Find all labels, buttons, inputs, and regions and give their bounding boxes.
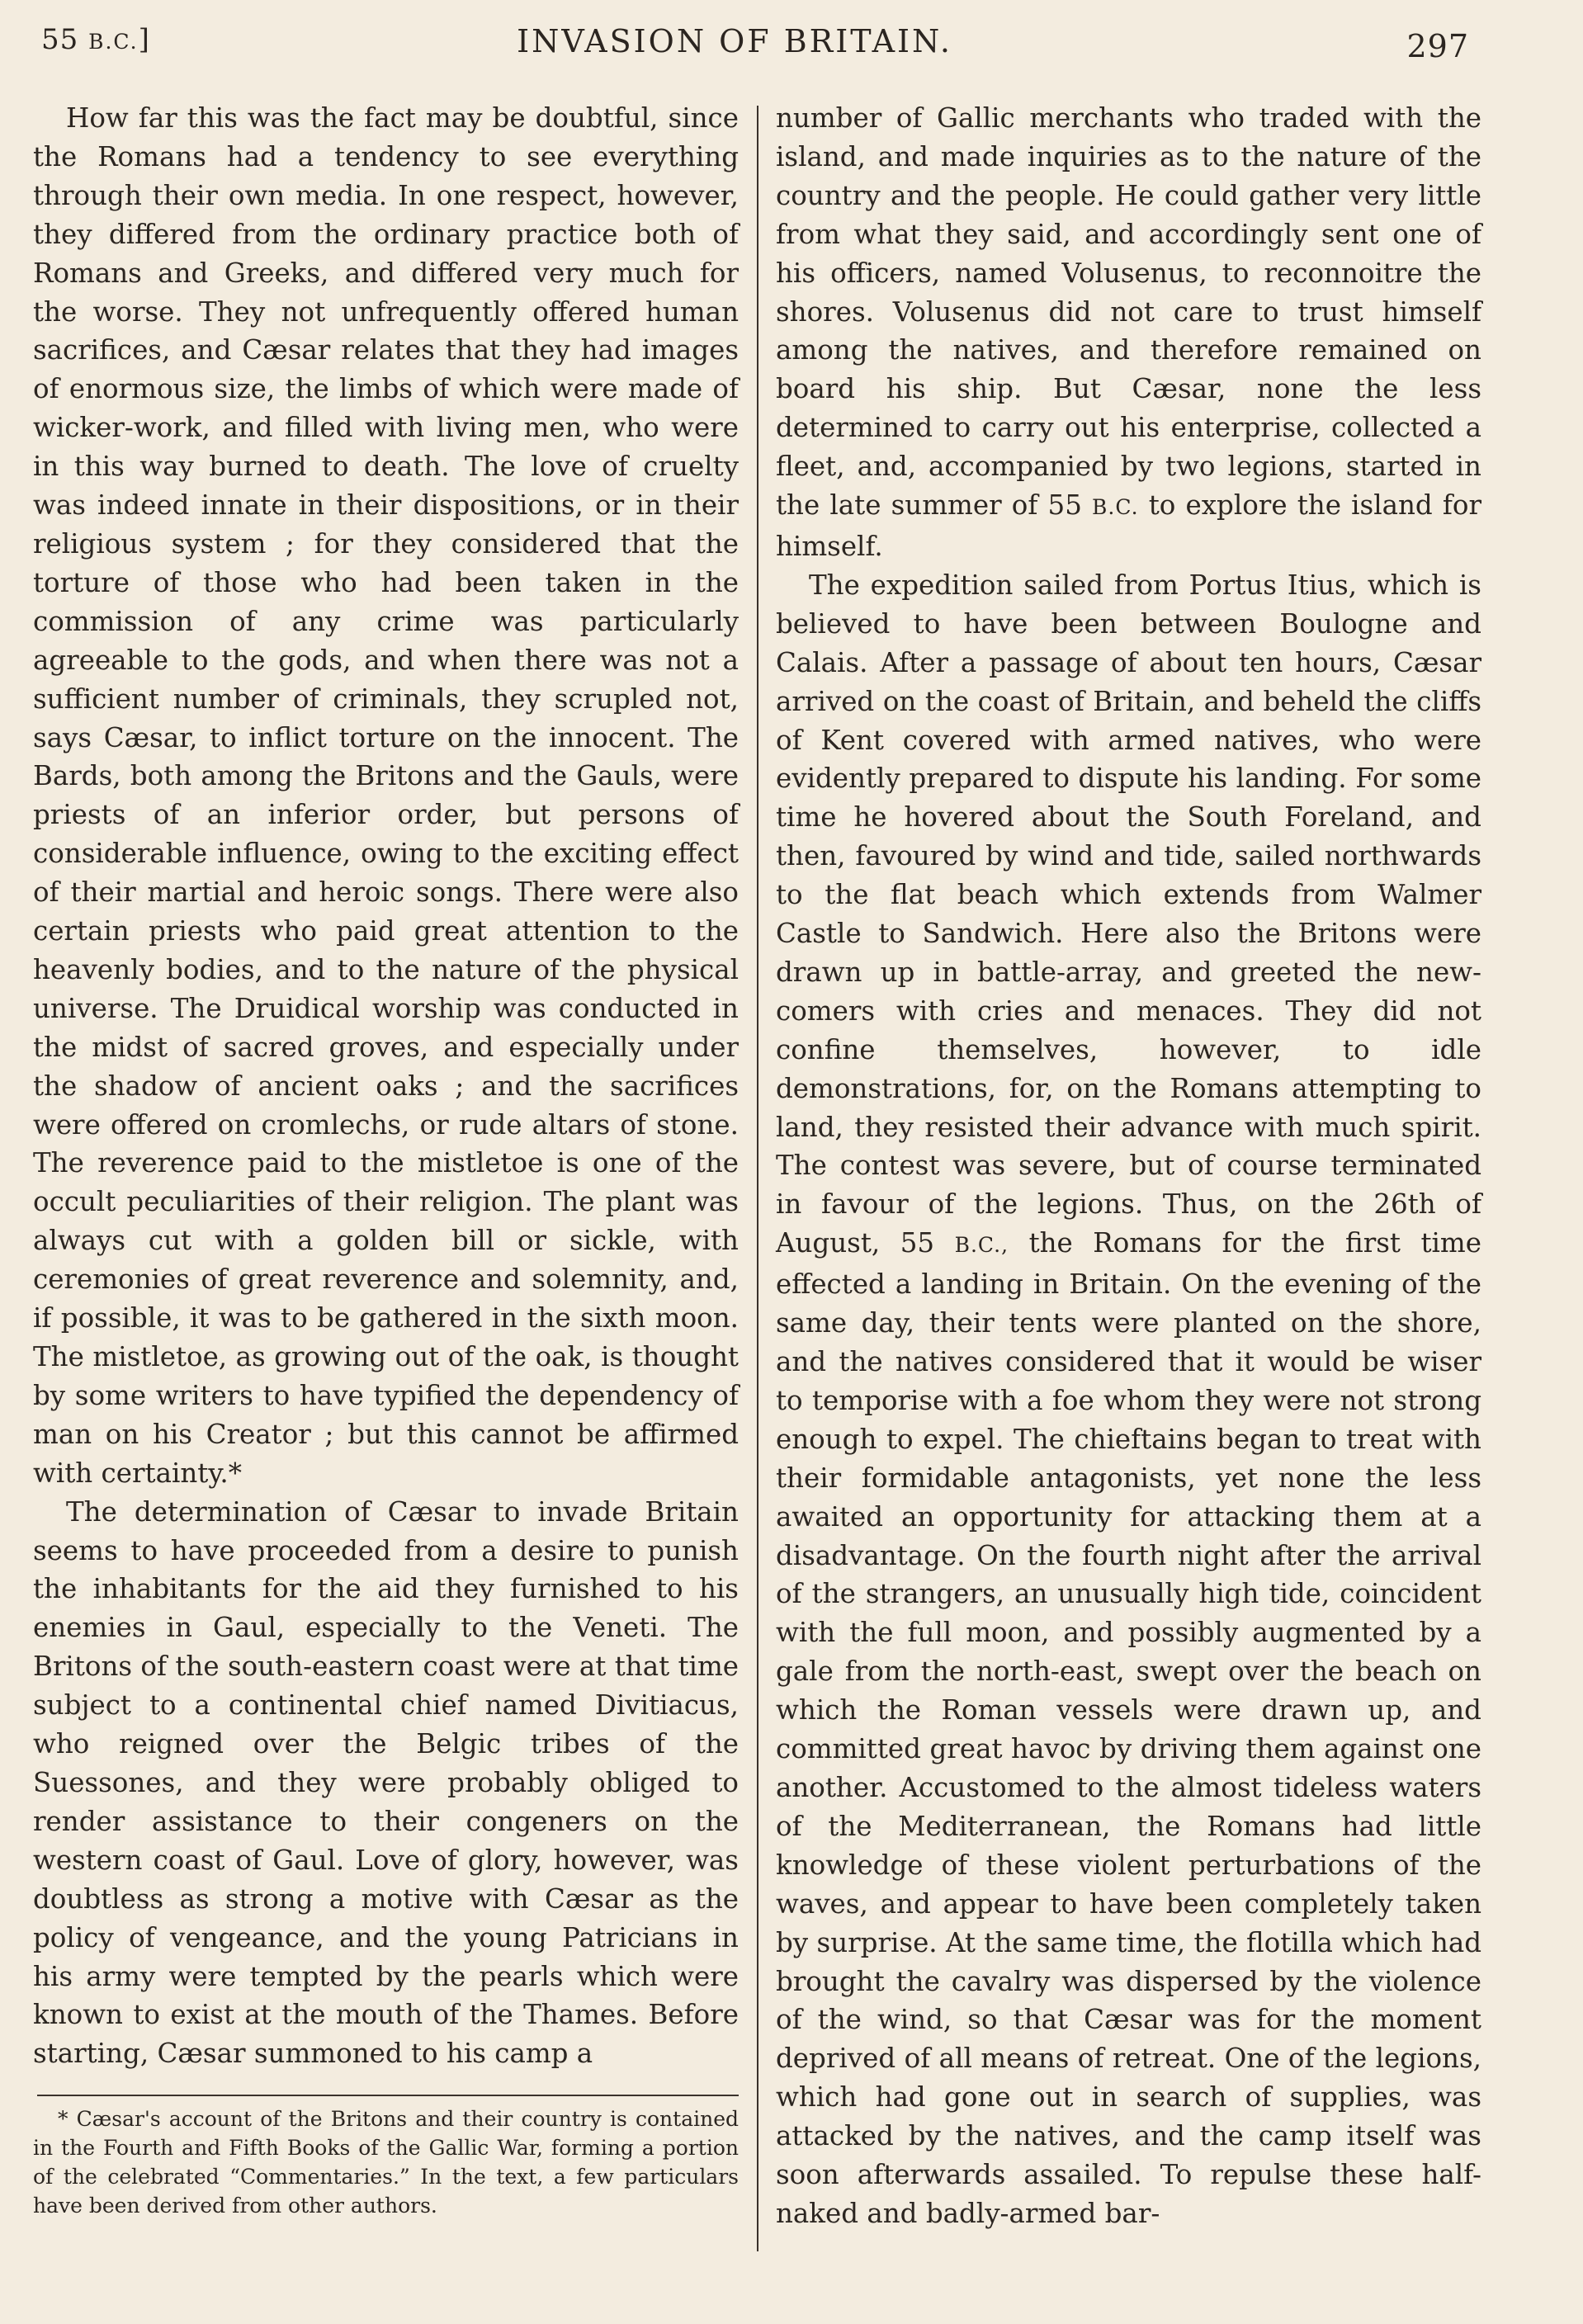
footnote-rule [37,2095,739,2096]
header-year: 55 [41,23,79,56]
paragraph: How far this was the fact may be doubtful, since the Romans had a tendency to see everything through their own media. In one respect, however, they differed from the ordinary practice both of Romans and Greeks, and differed very much for the worse. They not unfrequently offered human sacrifices, and Cæsar relates that they had images of enormous size, the limbs of which were made of wicker-work, and filled with living men, who were in this way burned to death. The love of cruelty was indeed innate in their dispositions, or in their religious system ; for they considered that the torture of those who had been taken in the commission of any crime was particularly agreeable to the gods, and when there was not a sufficient number of criminals, they scrupled not, says Cæsar, to inflict torture on the innocent. The Bards, both among the Britons and the Gauls, were priests of an inferior order, but persons of considerable influence, owing to the exciting effect of their martial and heroic songs. There were also certain priests who paid great attention to the heavenly bodies, and to the nature of the physical universe. The Druidical worship was conducted in the midst of sacred groves, and especially under the shadow of ancient oaks ; and the sacrifices were offered on cromlechs, or rude altars of stone. The reverence paid to the mistletoe is one of the occult peculiarities of their religion. The plant was always cut with a golden bill or sickle, with ceremonies of great reverence and solemnity, and, if possible, it was to be gathered in the sixth moon. The mistletoe, as growing out of the oak, is thought by some writers to have typified the dependency of man on his Creator ; but this cannot be affirmed with certainty.* [33,102,739,1489]
text-run: the Romans for the first time effected a landing in Britain. On the evening of the same day, their tents were planted on the shore, and the natives considered that it would be wiser to temporise with a foe whom they were not strong enough to expel. The chieftains began to treat with their formidable antagonists, yet none the less awaited an opportunity for attacking them at a disadvantage. On the fourth night after the arrival of the strangers, an unusually high tide, coincident with the full moon, and possibly augmented by a gale from the north-east, swept over the beach on which the Roman vessels were drawn up, and committed great havoc by driving them against one another. Accustomed to the almost tideless waters of the Mediterranean, the Romans had little knowledge of these violent perturbations of the waves, and appear to have been completely taken by surprise. At the same time, the flotilla which had brought the cavalry was dispersed by the violence of the wind, so that Cæsar was for the moment deprived of all means of retreat. One of the legions, which had gone out in search of supplies, was attacked by the natives, and the camp itself was soon afterwards assailed. To repulse these half-naked and badly-armed bar- [776,1227,1481,2229]
footnote [33,2104,739,2220]
page-number: 297 [1406,28,1469,64]
page-title: INVASION OF BRITAIN. [517,23,952,59]
paragraph: The determination of Cæsar to invade Britain seems to have proceeded from a desire to punish the inhabitants for the aid they furnished to his enemies in Gaul, especially to the Veneti. The Britons of the south-eastern coast were at that time subject to a continental chief named Divitiacus, who reigned over the Belgic tribes of the Suessones, and they were probably obliged to render assistance to their congeners on the western coast of Gaul. Love of glory, however, was doubtless as strong a motive with Cæsar as the policy of vengeance, and the young Patricians in his army were tempted by the pearls which were known to exist at the mouth of the Thames. Before starting, Cæsar summoned to his camp a [33,1495,739,2070]
footnote-text: * Cæsar's account of the Britons and their country is contained in the Fourth and Fifth Books of the Gallic War, forming a portion of the celebrated “Commentaries.” In the text, a few particulars have been derived from other authors. [33,2107,739,2218]
era-abbrev: B.C. [1092,495,1139,520]
text-run: to explore the island for himself. [776,489,1481,562]
era-abbrev: B.C., [954,1233,1009,1258]
text-run: number of Gallic merchants who traded with the island, and made inquiries as to the nature of the country and the people. He could gather very little from what they said, and accordingly sent one of his officers, named Volusenus, to reconnoitre the shores. Volusenus did not care to trust himself among the natives, and therefore remained on board his ship. But Cæsar, none the less determined to carry out his enterprise, collected a fleet, and, accompanied by two legions, started in the late summer of 55 [776,102,1481,522]
right-column [776,99,1481,2233]
left-column [33,99,739,2073]
paragraph-continued [776,99,1481,566]
column-divider [757,106,758,2251]
header-bracket: ] [138,23,150,56]
header-era: B.C. [88,30,139,54]
text-run: The expedition sailed from Portus Itius, which is believed to have been between Boulogne and Calais. After a passage of about ten hours, Cæsar arrived on the coast of Britain, and beheld the cliffs of Kent covered with armed natives, who were evidently prepared to dispute his landing. For some time he hovered about the South Foreland, and then, favoured by wind and tide, sailed northwards to the flat beach which extends from Walmer Castle to Sandwich. Here also the Britons were drawn up in battle-array, and greeted the new-comers with cries and menaces. They did not confine themselves, however, to idle demonstrations, for, on the Romans attempting to land, they resisted their advance with much spirit. The contest was severe, but of course terminated in favour of the legions. Thus, on the 26th of August, 55 [776,569,1481,1259]
paragraph [776,566,1481,2233]
running-head [33,23,1469,73]
